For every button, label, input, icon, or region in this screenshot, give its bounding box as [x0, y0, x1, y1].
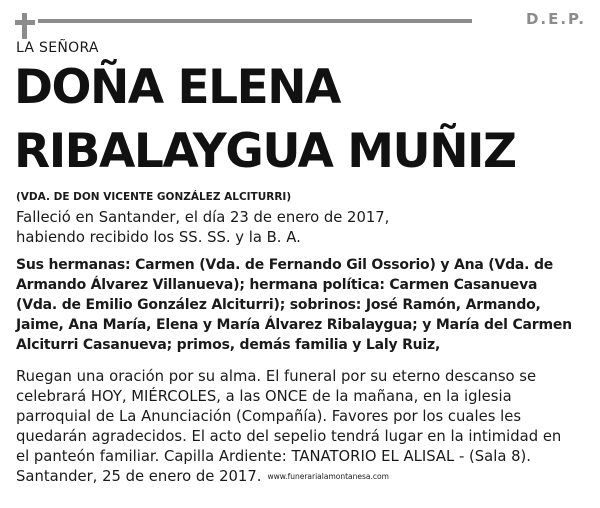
family-line: (Vda. de Emilio González Alciturri); sobrinos: José Ramón, Armando, [16, 297, 541, 313]
deceased-name-line1: DOÑA ELENA [14, 60, 340, 115]
funeral-line: el panteón familiar. Capilla Ardiente: TANATORIO EL ALISAL - (Sala 8). [16, 448, 531, 465]
family-line: Sus hermanas: Carmen (Vda. de Fernando Gil Ossorio) y Ana (Vda. de [16, 257, 554, 273]
death-line: Falleció en Santander, el día 23 de enero de 2017, [16, 209, 390, 226]
death-paragraph [16, 208, 588, 248]
website-link[interactable]: www.funerarialamontanesa.com [267, 472, 389, 481]
closing-text: Santander, 25 de enero de 2017. [16, 468, 262, 485]
widow-note: (VDA. DE DON VICENTE GONZÁLEZ ALCITURRI) [16, 191, 292, 203]
header-rule [38, 19, 472, 23]
cross-icon [14, 13, 36, 39]
family-line: Alciturri Casanueva; primos, demás familia y Laly Ruiz, [16, 337, 441, 353]
dep-label: D.E.P. [525, 10, 586, 28]
funeral-line: celebrará HOY, MIÉRCOLES, a las ONCE de la mañana, en la iglesia [16, 388, 512, 405]
death-line: habiendo recibido los SS. SS. y la B. A. [16, 229, 301, 246]
funeral-line: Ruegan una oración por su alma. El funeral por su eterno descanso se [16, 368, 537, 385]
title-prefix: LA SEÑORA [16, 40, 99, 56]
family-paragraph [16, 255, 588, 355]
family-line: Jaime, Ana María, Elena y María Álvarez Ribalaygua; y María del Carmen [16, 317, 572, 333]
funeral-line: parroquial de La Anunciación (Compañía). Favores por los cuales les [16, 408, 522, 425]
funeral-paragraph [16, 367, 588, 487]
deceased-name-line2: RIBALAYGUA MUÑIZ [14, 124, 516, 179]
funeral-line: quedarán agradecidos. El acto del sepelio tendrá lugar en la intimidad en [16, 428, 562, 445]
family-line: Armando Álvarez Villanueva); hermana política: Carmen Casanueva [16, 277, 538, 293]
closing-line [16, 467, 588, 487]
